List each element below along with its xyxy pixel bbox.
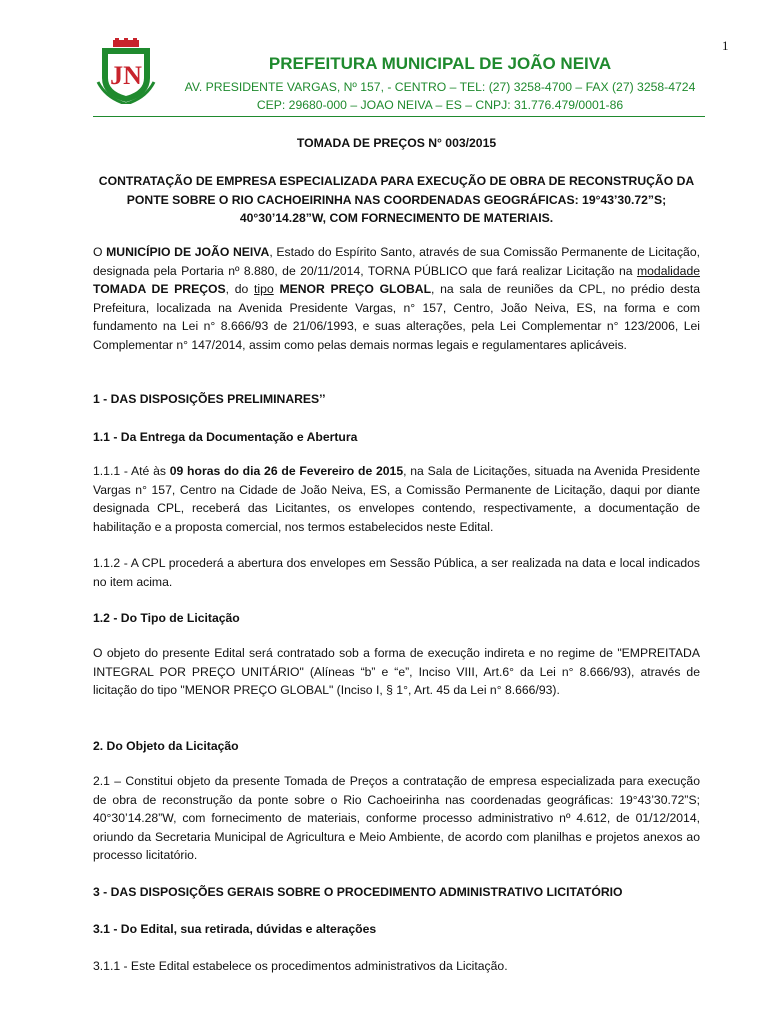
- section-1-block: [93, 390, 700, 409]
- document-title: TOMADA DE PREÇOS N° 003/2015: [296, 136, 497, 150]
- intro-paragraph-block: [93, 243, 700, 355]
- paragraph-3-1-1-block: [93, 957, 700, 976]
- paragraph-1-1-1: 1.1.1 - Até às 09 horas do dia 26 de Fevereiro de 2015, na Sala de Licitações, situada na Avenida Presidente Vargas n° 157, Centro na Cidade de João Neiva, ES, a Comissão Permanente de Licitação, daqui por diante designada CPL, receberá das Licitantes, os envelopes contendo, respectivamente, a documentação de habilitação e a proposta comercial, nos termos estabelecidos neste Edital.: [93, 464, 700, 534]
- object-title: CONTRATAÇÃO DE EMPRESA ESPECIALIZADA PARA EXECUÇÃO DE OBRA DE RECONSTRUÇÃO DA PONTE SOBRE O RIO CACHOEIRINHA NAS COORDENADAS GEOGRÁFICAS: 19°43’30.72”S; 40°30’14.28”W, COM FORNECIMENTO DE MATERIAIS.: [98, 174, 695, 226]
- header-divider: [93, 116, 705, 117]
- section-1-2-heading: 1.2 - Do Tipo de Licitação: [93, 611, 240, 625]
- section-1-1-heading: 1.1 - Da Entrega da Documentação e Abertura: [93, 430, 358, 444]
- prefeitura-title: PREFEITURA MUNICIPAL DE JOÃO NEIVA: [268, 54, 612, 73]
- header-address: AV. PRESIDENTE VARGAS, Nº 157, - CENTRO – TEL: (27) 3258-4700 – FAX (27) 3258-4724: [184, 80, 696, 94]
- paragraph-3-1-1: 3.1.1 - Este Edital estabelece os procedimentos administrativos da Licitação.: [93, 959, 508, 973]
- section-3-1-heading: 3.1 - Do Edital, sua retirada, dúvidas e alterações: [93, 922, 377, 936]
- paragraph-1-2: O objeto do presente Edital será contratado sob a forma de execução indireta e no regime de "EMPREITADA INTEGRAL POR PREÇO UNITÁRIO" (Alíneas “b” e “e”, Inciso VIII, Art.6° da Lei n° 8.666/93), através de licitação do tipo "MENOR PREÇO GLOBAL" (Inciso I, § 1°, Art. 45 da Lei n° 8.666/93).: [93, 646, 700, 698]
- section-1-heading: 1 - DAS DISPOSIÇÕES PRELIMINARES’’: [93, 392, 326, 406]
- section-2-block: [93, 737, 700, 756]
- tomada-precos-title-block: [93, 134, 700, 153]
- header-cep-cnpj: CEP: 29680-000 – JOAO NEIVA – ES – CNPJ: 31.776.479/0001-86: [256, 98, 624, 112]
- section-3-block: [93, 883, 700, 902]
- object-title-block: [93, 172, 700, 228]
- intro-paragraph: O MUNICÍPIO DE JOÃO NEIVA, Estado do Espírito Santo, através de sua Comissão Permanente de Licitação, designada pela Portaria nº 8.880, de 20/11/2014, TORNA PÚBLICO que fará realizar Licitação na modalidade TOMADA DE PREÇOS, do tipo MENOR PREÇO GLOBAL, na sala de reuniões da CPL, no prédio desta Prefeitura, localizada na Avenida Presidente Vargas, n° 157, Centro, João Neiva, ES, na forma e com fundamento na Lei n° 8.666/93 de 21/06/1993, e suas alterações, pela Lei Complementar n° 123/2006, Lei Complementar n° 147/2014, assim como pelas demais normas legais e regulamentares aplicáveis.: [93, 245, 701, 352]
- paragraph-1-1-2-block: [93, 554, 700, 591]
- section-1-2-block: [93, 609, 700, 628]
- section-3-1-block: [93, 920, 700, 939]
- section-3-heading: 3 - DAS DISPOSIÇÕES GERAIS SOBRE O PROCEDIMENTO ADMINISTRATIVO LICITATÓRIO: [93, 885, 623, 899]
- page-number: 1: [722, 38, 729, 53]
- svg-text:JN: JN: [110, 61, 142, 90]
- section-2-heading: 2. Do Objeto da Licitação: [93, 739, 239, 753]
- paragraph-1-1-2: 1.1.2 - A CPL procederá a abertura dos envelopes em Sessão Pública, a ser realizada na data e local indicados no item acima.: [93, 556, 700, 589]
- paragraph-1-2-block: [93, 644, 700, 700]
- section-1-1-block: [93, 428, 700, 447]
- paragraph-2-1-block: [93, 772, 700, 865]
- municipal-coat-of-arms-logo: [96, 38, 156, 104]
- paragraph-2-1: 2.1 – Constitui objeto da presente Tomada de Preços a contratação de empresa especializada para execução de obra de reconstrução da ponte sobre o Rio Cachoeirinha nas coordenadas geográficas: 19°43’30.72”S; 40°30’14.28”W, com fornecimento de materiais, conforme processo administrativo nº 4.612, de 01/12/2014, oriundo da Secretaria Municipal de Agricultura e Meio Ambiente, de acordo com planilhas e projetos anexos ao processo licitatório.: [93, 774, 700, 863]
- paragraph-1-1-1-block: [93, 462, 700, 536]
